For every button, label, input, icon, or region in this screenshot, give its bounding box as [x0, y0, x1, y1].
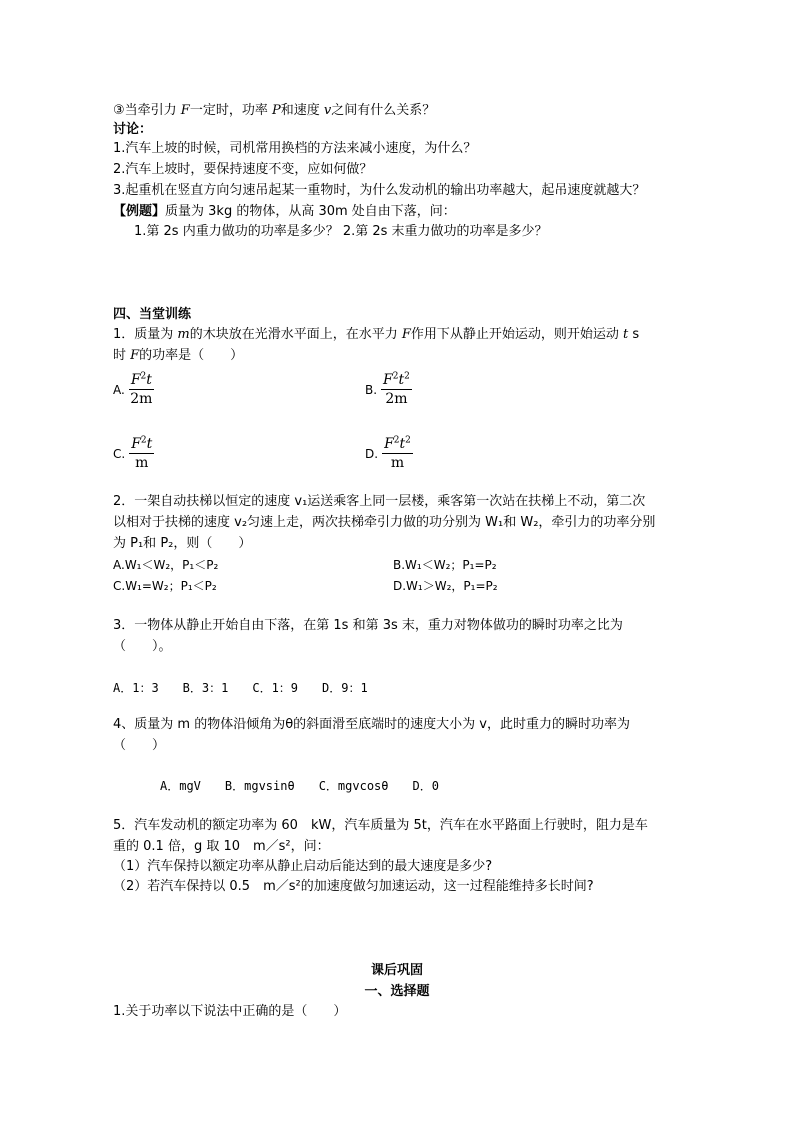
q5-sub-1: （1）汽车保持以额定功率从静止启动后能达到的最大速度是多少?: [113, 859, 493, 874]
discussion-item-2: 2.汽车上坡时，要保持速度不变，应如何做？: [113, 162, 373, 177]
q3-line-2: （ ）。: [113, 639, 172, 654]
discussion-item-3: 3.起重机在竖直方向匀速吊起某一重物时，为什么发动机的输出功率越大，起吊速度就越大？: [113, 183, 646, 198]
fraction: $\frac{F^2t^2}{2m}$: [383, 371, 410, 407]
q2-option-a[interactable]: A.W₁＜W₂，P₁＜P₂: [113, 558, 219, 572]
q1-option-c[interactable]: C. $\frac{F^2t}{m}$: [113, 435, 153, 471]
q2-line-2: 以相对于扶梯的速度 v₂匀速上走，两次扶梯牵引力做的功分别为 W₁和 W₂，牵引力的功率分别: [113, 515, 656, 530]
q5-line-2: 重的 0.1 倍，g 取 10 m／s²，问：: [113, 839, 330, 854]
q5-sub-2: （2）若汽车保持以 0.5 m／s²的加速度做匀加速运动，这一过程能维持多长时间?: [113, 879, 594, 894]
after-class-subtitle: 一、选择题: [364, 984, 430, 999]
q2-option-d[interactable]: D.W₁＞W₂，P₁=P₂: [393, 579, 498, 593]
q1-line-2: 时 F的功率是（ ）: [113, 348, 244, 363]
q2-line-1: 2．一架自动扶梯以恒定的速度 v₁运送乘客上同一层楼，乘客第一次站在扶梯上不动，第二次: [113, 494, 646, 509]
q1-option-d[interactable]: D. $\frac{F^2t^2}{m}$: [365, 435, 411, 471]
example-line: [113, 203, 456, 221]
q5-line-1: 5．汽车发动机的额定功率为 60 kW，汽车质量为 5t，汽车在水平路面上行驶时，阻力是车: [113, 818, 648, 833]
q1-option-a[interactable]: A. $\frac{F^2t}{2m}$: [113, 371, 153, 407]
discussion-item-1: 1.汽车上坡的时候，司机常用换档的方法来减小速度，为什么？: [113, 141, 477, 156]
q2-line-3: 为 P₁和 P₂，则（ ）: [113, 536, 252, 551]
example-tag: 【例题】: [113, 204, 166, 219]
fraction: $\frac{F^2t}{m}$: [131, 435, 153, 471]
q2-option-c[interactable]: C.W₁=W₂；P₁＜P₂: [113, 579, 217, 593]
q1-option-b[interactable]: B. $\frac{F^2t^2}{2m}$: [365, 371, 410, 407]
after-class-title: 课后巩固: [370, 963, 423, 978]
section-heading-practice: 四、当堂训练: [113, 307, 192, 322]
q1-line-1: 1．质量为 m的木块放在光滑水平面上，在水平力 F作用下从静止开始运动，则开始运动 t s: [113, 327, 640, 342]
q3-options[interactable]: A．1：3 B．3：1 C．1：9 D．9：1: [113, 681, 368, 695]
q4-line-2: （ ）: [113, 738, 166, 753]
q2-option-b[interactable]: B.W₁＜W₂；P₁=P₂: [393, 558, 497, 572]
example-text: 质量为 3kg 的物体，从高 30m 处自由下落，问：: [165, 204, 456, 219]
q4-options[interactable]: A．mgV B．mgvsinθ C．mgvcosθ D．0: [160, 779, 439, 793]
example-subquestions: 1.第 2s 内重力做功的功率是多少？ 2.第 2s 末重力做功的功率是多少？: [134, 224, 548, 239]
discussion-heading: 讨论：: [113, 122, 153, 137]
fraction: $\frac{F^2t^2}{m}$: [384, 435, 411, 471]
fraction: $\frac{F^2t}{2m}$: [130, 371, 153, 407]
question-power-relation: ③当牵引力 F一定时，功率 P和速度 v之间有什么关系？: [113, 103, 436, 118]
q3-line-1: 3．一物体从静止开始自由下落，在第 1s 和第 3s 末，重力对物体做功的瞬时功率之比为: [113, 618, 623, 633]
q4-line-1: 4、质量为 m 的物体沿倾角为θ的斜面滑至底端时的速度大小为 v，此时重力的瞬时功率为: [113, 717, 630, 732]
after-class-q1: 1.关于功率以下说法中正确的是（ ）: [113, 1004, 347, 1019]
